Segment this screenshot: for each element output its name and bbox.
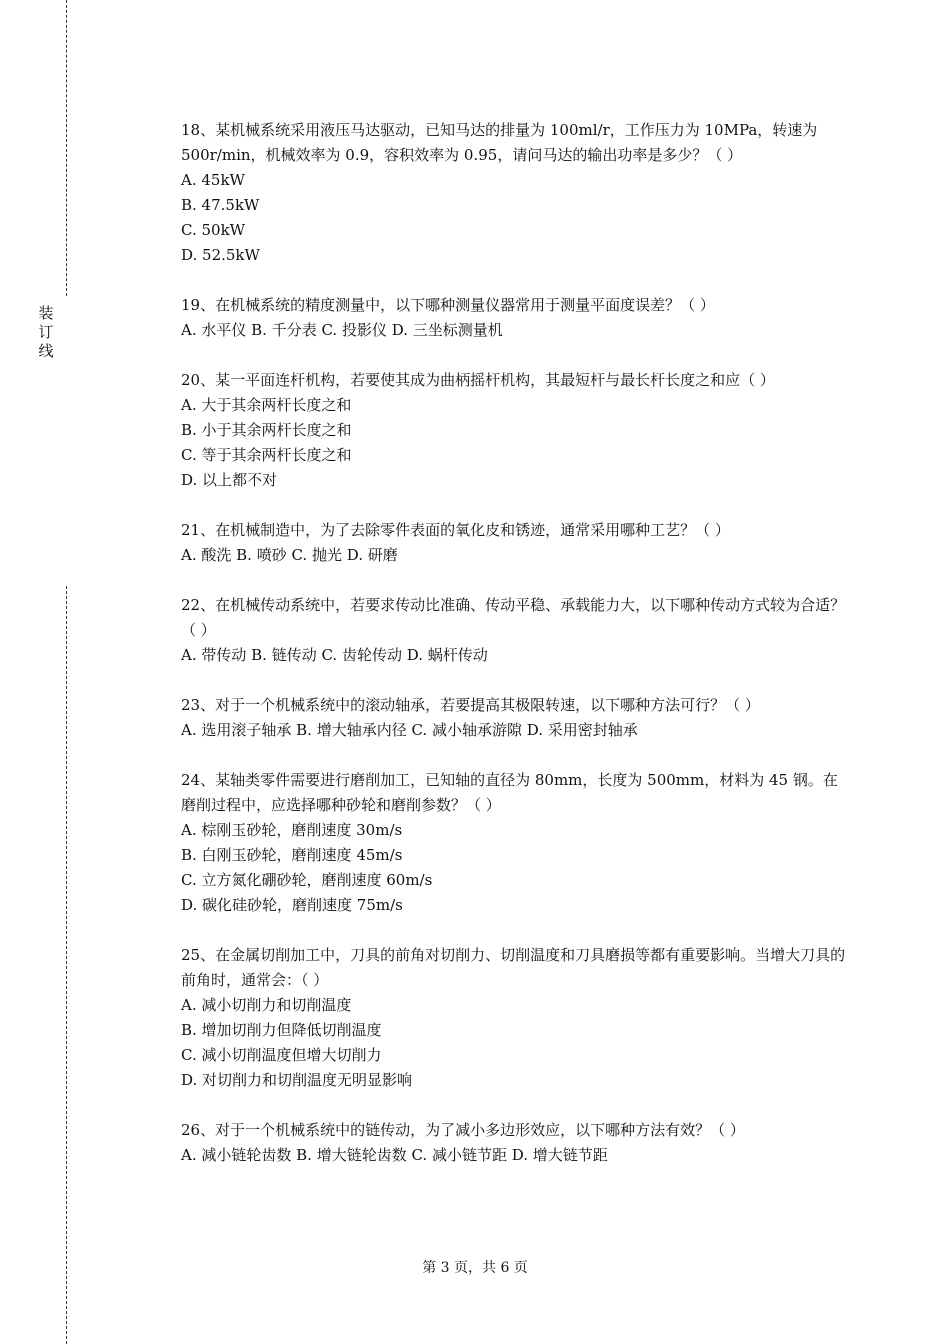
option-d: D. 52.5kW	[181, 246, 260, 264]
option-b: B. 增加切削力但降低切削温度	[181, 1021, 382, 1039]
option-b: B. 小于其余两杆长度之和	[181, 421, 352, 439]
option-a: A. 45kW	[181, 171, 245, 189]
binding-line-bottom	[66, 586, 67, 1344]
question-stem: 23、对于一个机械系统中的滚动轴承，若要提高其极限转速，以下哪种方法可行？（ ）	[181, 696, 760, 714]
question-stem: 24、某轴类零件需要进行磨削加工，已知轴的直径为 80mm，长度为 500mm，材料为 45 钢。在磨削过程中，应选择哪种砂轮和磨削参数？（ ）	[181, 771, 838, 814]
question-20	[181, 368, 847, 493]
question-18	[181, 118, 847, 268]
option-a: A. 大于其余两杆长度之和	[181, 396, 352, 414]
question-22	[181, 593, 847, 668]
question-stem: 20、某一平面连杆机构，若要使其成为曲柄摇杆机构，其最短杆与最长杆长度之和应（ ）	[181, 371, 775, 389]
options-inline: A. 减小链轮齿数 B. 增大链轮齿数 C. 减小链节距 D. 增大链节距	[181, 1146, 608, 1164]
question-25	[181, 943, 847, 1093]
binding-label	[36, 304, 56, 361]
option-d: D. 碳化硅砂轮，磨削速度 75m/s	[181, 896, 403, 914]
binding-line-top	[66, 0, 67, 296]
question-stem: 26、对于一个机械系统中的链传动，为了减小多边形效应，以下哪种方法有效？（ ）	[181, 1121, 745, 1139]
binding-char: 装	[38, 304, 54, 322]
option-c: C. 等于其余两杆长度之和	[181, 446, 352, 464]
binding-char: 订	[38, 323, 54, 341]
question-23	[181, 693, 847, 743]
option-a: A. 棕刚玉砂轮，磨削速度 30m/s	[181, 821, 403, 839]
page-footer: 第 3 页，共 6 页	[422, 1260, 528, 1276]
question-stem: 18、某机械系统采用液压马达驱动，已知马达的排量为 100ml/r，工作压力为 10MPa，转速为 500r/min，机械效率为 0.9，容积效率为 0.95，请问马达的输出功率是多少？（ ）	[181, 121, 823, 164]
option-b: B. 47.5kW	[181, 196, 260, 214]
question-stem: 21、在机械制造中，为了去除零件表面的氧化皮和锈迹，通常采用哪种工艺？（ ）	[181, 521, 730, 539]
option-d: D. 以上都不对	[181, 471, 278, 489]
option-a: A. 减小切削力和切削温度	[181, 996, 352, 1014]
question-26	[181, 1118, 847, 1168]
question-list	[181, 118, 847, 1193]
binding-char: 线	[38, 342, 54, 360]
question-stem: 22、在机械传动系统中，若要求传动比准确、传动平稳、承载能力大，以下哪种传动方式较为合适？（ ）	[181, 596, 846, 639]
options-inline: A. 选用滚子轴承 B. 增大轴承内径 C. 减小轴承游隙 D. 采用密封轴承	[181, 721, 638, 739]
question-21	[181, 518, 847, 568]
options-inline: A. 酸洗 B. 喷砂 C. 抛光 D. 研磨	[181, 546, 398, 564]
option-c: C. 减小切削温度但增大切削力	[181, 1046, 382, 1064]
question-stem: 25、在金属切削加工中，刀具的前角对切削力、切削温度和刀具磨损等都有重要影响。当增大刀具的前角时，通常会：（ ）	[181, 946, 846, 989]
option-d: D. 对切削力和切削温度无明显影响	[181, 1071, 413, 1089]
options-inline: A. 水平仪 B. 千分表 C. 投影仪 D. 三坐标测量机	[181, 321, 503, 339]
question-24	[181, 768, 847, 918]
option-c: C. 立方氮化硼砂轮，磨削速度 60m/s	[181, 871, 433, 889]
question-19	[181, 293, 847, 343]
question-stem: 19、在机械系统的精度测量中，以下哪种测量仪器常用于测量平面度误差？（ ）	[181, 296, 715, 314]
option-c: C. 50kW	[181, 221, 246, 239]
options-inline: A. 带传动 B. 链传动 C. 齿轮传动 D. 蜗杆传动	[181, 646, 488, 664]
option-b: B. 白刚玉砂轮，磨削速度 45m/s	[181, 846, 403, 864]
